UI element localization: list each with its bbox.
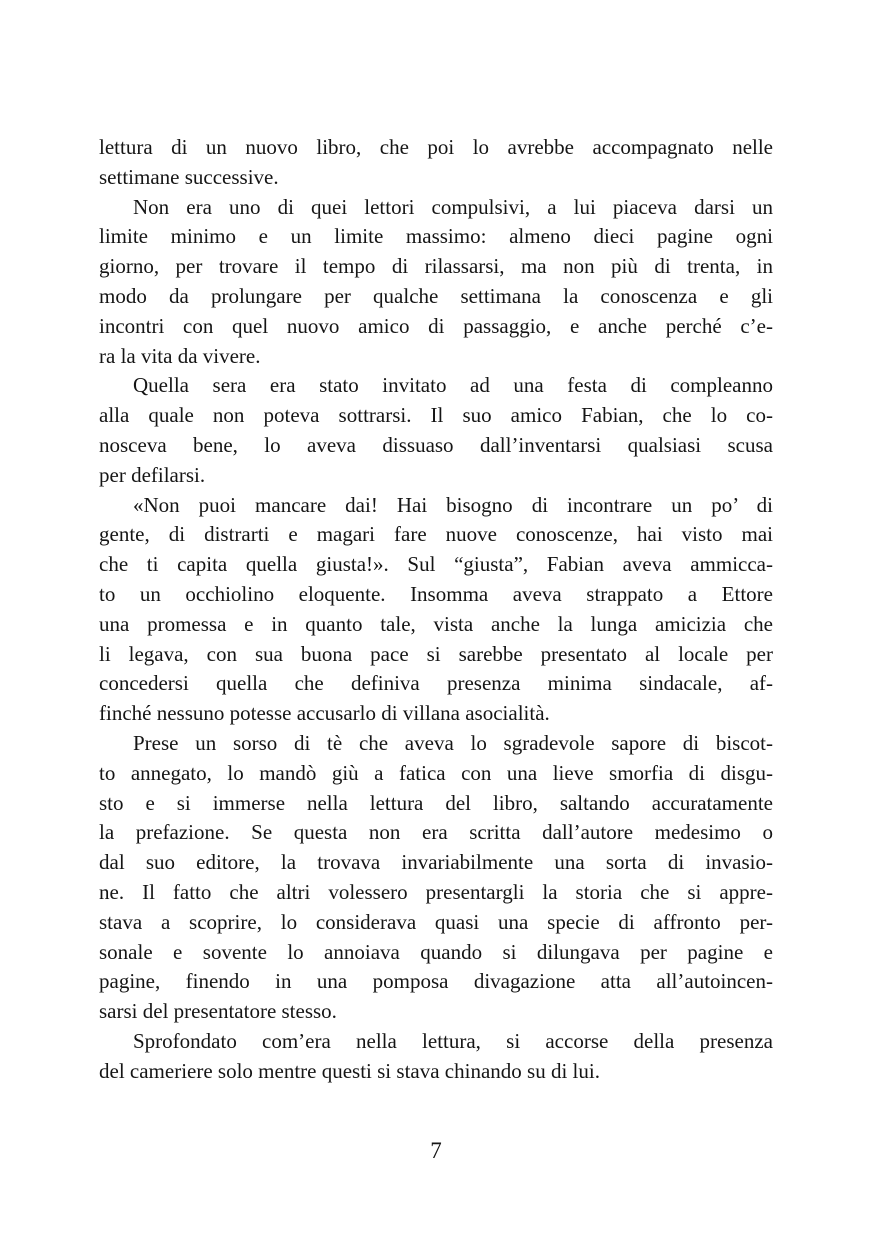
text-line: gente, di distrarti e magari fare nuove conoscenze, hai visto mai (99, 522, 773, 547)
text-line: Prese un sorso di tè che aveva lo sgradevole sapore di biscot- (133, 730, 773, 755)
text-line: Non era uno di quei lettori compulsivi, a lui piaceva darsi un (133, 194, 773, 219)
text-line: ne. Il fatto che altri volessero presentargli la storia che si appre- (99, 879, 773, 904)
text-line: nosceva bene, lo aveva dissuaso dall’inventarsi qualsiasi scusa (99, 432, 773, 457)
text-line: limite minimo e un limite massimo: almeno dieci pagine ogni (99, 224, 773, 249)
text-line: una promessa e in quanto tale, vista anche la lunga amicizia che (99, 611, 773, 636)
text-line: ra la vita da vivere. (99, 343, 261, 368)
text-line: incontri con quel nuovo amico di passaggio, e anche perché c’e- (99, 313, 773, 338)
text-line: li legava, con sua buona pace si sarebbe presentato al locale per (99, 641, 773, 666)
text-line: la prefazione. Se questa non era scritta dall’autore medesimo o (99, 820, 773, 845)
text-line: del cameriere solo mentre questi si stava chinando su di lui. (99, 1058, 600, 1083)
page-number: 7 (430, 1138, 442, 1163)
text-line: to un occhiolino eloquente. Insomma aveva strappato a Ettore (99, 581, 773, 606)
text-line: Quella sera era stato invitato ad una festa di compleanno (133, 373, 773, 398)
text-line: settimane successive. (99, 164, 279, 189)
text-block (99, 133, 773, 1087)
text-line: che ti capita quella giusta!». Sul “giusta”, Fabian aveva ammicca- (99, 552, 773, 577)
text-line: giorno, per trovare il tempo di rilassarsi, ma non più di trenta, in (99, 254, 773, 279)
text-line: dal suo editore, la trovava invariabilmente una sorta di invasio- (99, 850, 773, 875)
text-line: lettura di un nuovo libro, che poi lo avrebbe accompagnato nelle (99, 135, 773, 159)
text-line: pagine, finendo in una pomposa divagazione atta all’autoincen- (99, 969, 773, 994)
text-line: sonale e sovente lo annoiava quando si dilungava per pagine e (99, 939, 773, 964)
text-line: Sprofondato com’era nella lettura, si accorse della presenza (133, 1028, 773, 1053)
text-line: sto e si immerse nella lettura del libro, saltando accuratamente (99, 790, 773, 815)
text-line: modo da prolungare per qualche settimana la conoscenza e gli (99, 283, 773, 308)
text-line: concedersi quella che definiva presenza minima sindacale, af- (99, 671, 773, 696)
text-line: alla quale non poteva sottrarsi. Il suo amico Fabian, che lo co- (99, 403, 773, 428)
text-line: per defilarsi. (99, 462, 206, 487)
text-line: «Non puoi mancare dai! Hai bisogno di incontrare un po’ di (133, 492, 773, 517)
text-line: finché nessuno potesse accusarlo di villana asocialità. (99, 701, 550, 726)
text-line: stava a scoprire, lo considerava quasi una specie di affronto per- (99, 909, 773, 934)
text-line: sarsi del presentatore stesso. (99, 999, 337, 1024)
text-line: to annegato, lo mandò giù a fatica con una lieve smorfia di disgu- (99, 760, 773, 785)
